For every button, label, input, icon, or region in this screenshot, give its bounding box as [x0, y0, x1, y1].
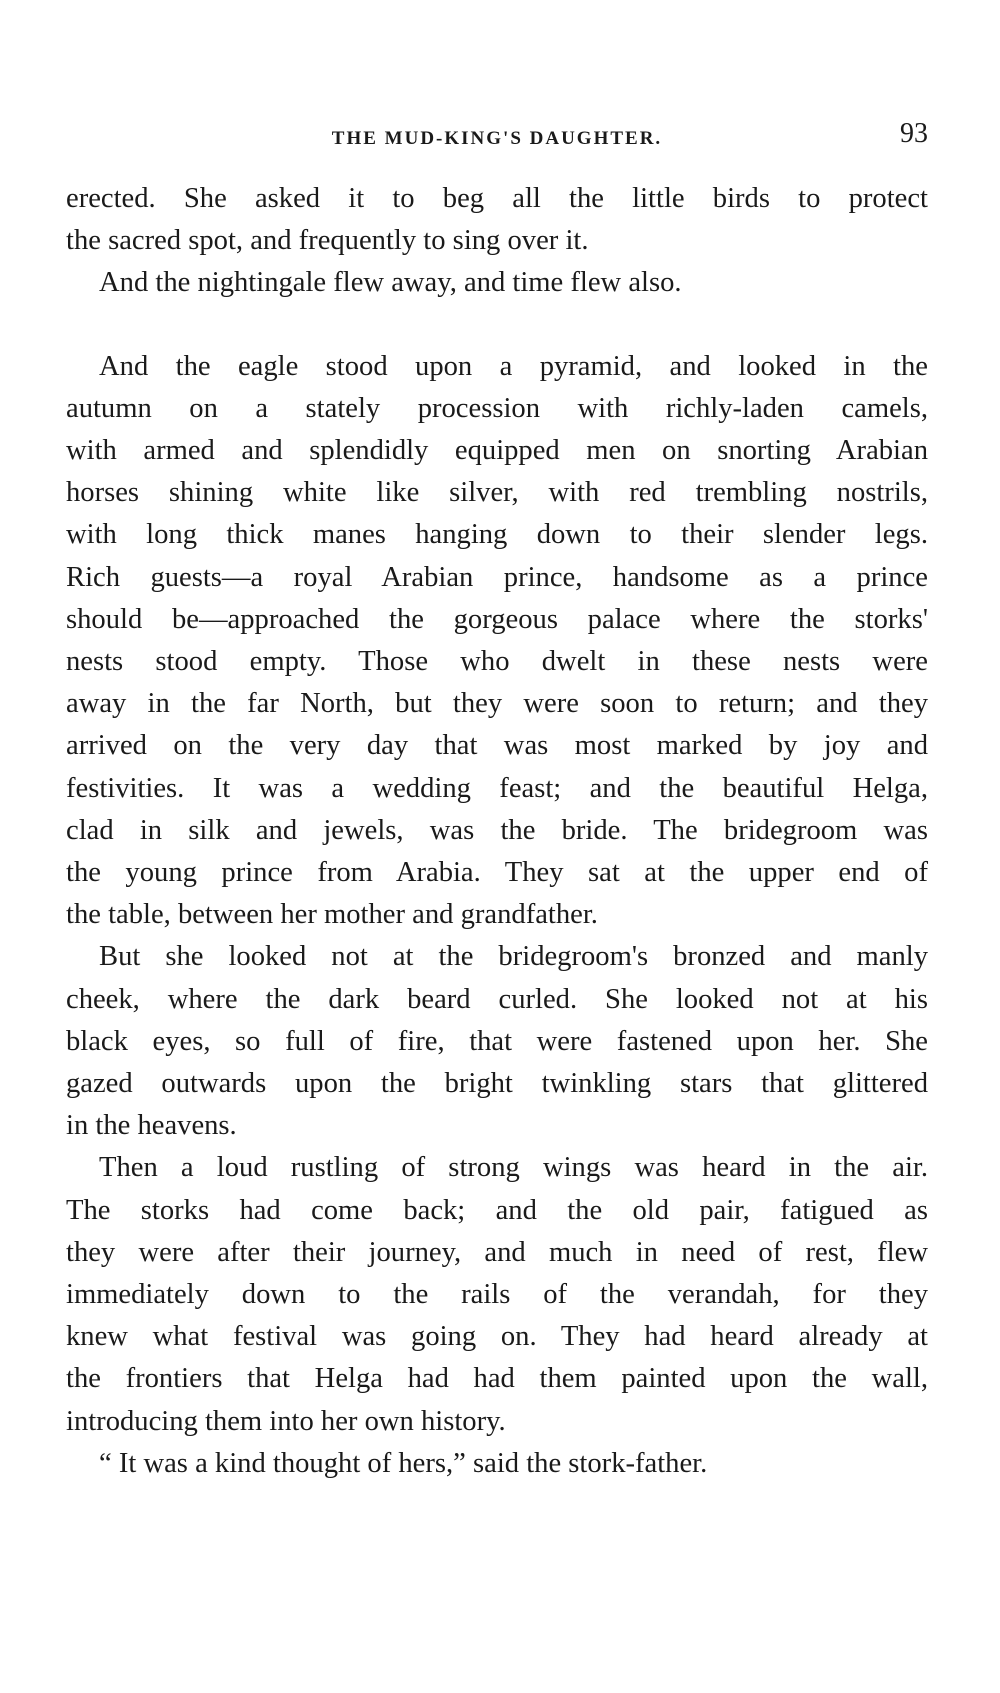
paragraph	[66, 178, 928, 262]
page-number: 93	[900, 118, 928, 149]
paragraph	[66, 346, 928, 937]
text-line: And the eagle stood upon a pyramid, and looked in the	[99, 350, 928, 382]
text-line: horses shining white like silver, with red trembling nostrils,	[66, 477, 928, 509]
text-line: they were after their journey, and much in need of rest, flew	[66, 1236, 928, 1268]
text-line: should be—approached the gorgeous palace where the storks'	[66, 603, 928, 635]
text-line: arrived on the very day that was most marked by joy and	[66, 730, 928, 762]
text-line: Then a loud rustling of strong wings was heard in the air.	[99, 1152, 928, 1184]
text-line: the frontiers that Helga had had them painted upon the wall,	[66, 1363, 928, 1395]
text-line: introducing them into her own history.	[66, 1405, 506, 1437]
text-line: gazed outwards upon the bright twinkling stars that glittered	[66, 1068, 928, 1100]
text-line: “ It was a kind thought of hers,” said the stork-father.	[99, 1447, 708, 1479]
paragraph	[66, 262, 928, 304]
text-line: with armed and splendidly equipped men on snorting Arabian	[66, 435, 928, 467]
text-line: erected. She asked it to beg all the little birds to protect	[66, 183, 928, 214]
text-line: the table, between her mother and grandfather.	[66, 899, 598, 931]
text-line: black eyes, so full of fire, that were fastened upon her. She	[66, 1025, 928, 1057]
text-line: clad in silk and jewels, was the bride. The bridegroom was	[66, 814, 928, 846]
text-line: nests stood empty. Those who dwelt in these nests were	[66, 646, 928, 678]
running-head	[66, 112, 928, 152]
text-line: with long thick manes hanging down to their slender legs.	[66, 519, 928, 551]
paragraph	[66, 1443, 928, 1485]
text-line: But she looked not at the bridegroom's bronzed and manly	[99, 941, 928, 973]
text-line: festivities. It was a wedding feast; and the beautiful Helga,	[66, 772, 928, 804]
text-line: away in the far North, but they were soon to return; and they	[66, 688, 928, 720]
text-line: Rich guests—a royal Arabian prince, handsome as a prince	[66, 561, 928, 593]
body-text	[66, 178, 928, 1485]
text-line: in the heavens.	[66, 1110, 237, 1142]
paragraph	[66, 1147, 928, 1442]
text-line: autumn on a stately procession with richly-laden camels,	[66, 392, 928, 424]
running-title: THE MUD-KING'S DAUGHTER.	[331, 128, 663, 149]
paragraph	[66, 936, 928, 1147]
text-line: And the nightingale flew away, and time flew also.	[99, 267, 682, 299]
text-line: knew what festival was going on. They had heard already at	[66, 1321, 928, 1353]
text-line: cheek, where the dark beard curled. She looked not at his	[66, 983, 928, 1015]
text-line: the sacred spot, and frequently to sing over it.	[66, 225, 589, 257]
text-line: The storks had come back; and the old pair, fatigued as	[66, 1194, 928, 1226]
section-break	[66, 305, 928, 346]
book-page	[66, 112, 928, 1485]
text-line: immediately down to the rails of the verandah, for they	[66, 1279, 928, 1311]
text-line: the young prince from Arabia. They sat at the upper end of	[66, 857, 928, 889]
